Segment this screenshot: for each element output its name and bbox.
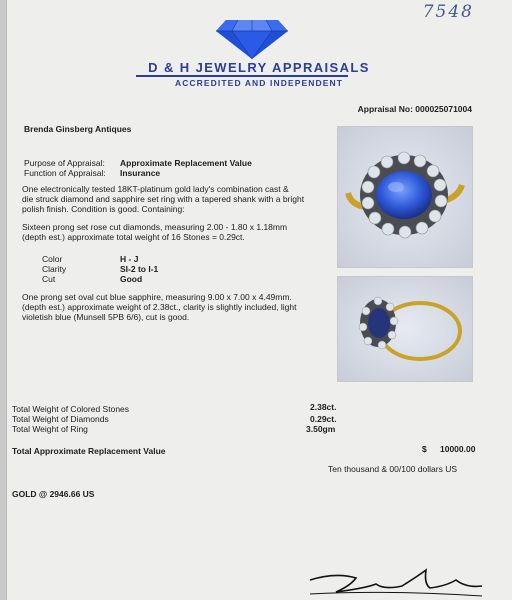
gold-price: GOLD @ 2946.66 US bbox=[12, 489, 95, 499]
total-label: Total Weight of Diamonds bbox=[12, 414, 109, 424]
total-value: 2.38ct. bbox=[310, 402, 337, 412]
purpose-value: Approximate Replacement Value bbox=[120, 158, 252, 168]
diamond-description-line: Sixteen prong set rose cut diamonds, measuring 2.00 - 1.80 x 1.18mm bbox=[22, 222, 288, 232]
total-label: Total Weight of Ring bbox=[12, 424, 88, 434]
company-tagline: ACCREDITED AND INDEPENDENT bbox=[174, 78, 344, 88]
ring-photo-top bbox=[337, 126, 473, 268]
description-line: polish finish. Condition is good. Containing: bbox=[22, 204, 185, 214]
total-value: 3.50gm bbox=[306, 424, 336, 434]
function-label: Function of Appraisal: bbox=[24, 168, 106, 178]
function-value: Insurance bbox=[120, 168, 161, 178]
grade-label: Cut bbox=[42, 274, 56, 284]
diamond-description-line: (depth est.) approximate total weight of 16 Stones = 0.29ct. bbox=[22, 232, 245, 242]
total-label: Total Weight of Colored Stones bbox=[12, 404, 130, 414]
total-value: 0.29ct. bbox=[310, 414, 337, 424]
grade-label: Color bbox=[42, 254, 63, 264]
signature bbox=[306, 566, 486, 600]
grade-value: H - J bbox=[120, 254, 139, 264]
grade-value: Good bbox=[120, 274, 143, 284]
description-line: One electronically tested 18KT-platinum gold lady's combination cast & bbox=[22, 184, 289, 194]
currency-symbol: $ bbox=[422, 444, 427, 454]
sapphire-description-line: violetish blue (Munsell 5PB 6/6), cut is good. bbox=[22, 312, 190, 322]
replacement-amount: 10000.00 bbox=[440, 444, 476, 454]
replacement-words: Ten thousand & 00/100 dollars US bbox=[328, 464, 458, 474]
company-name: D & H JEWELRY APPRAISALS bbox=[148, 60, 370, 75]
handwritten-number: 7548 bbox=[422, 2, 474, 22]
grade-value: SI-2 to I-1 bbox=[120, 264, 159, 274]
grade-label: Clarity bbox=[42, 264, 67, 274]
company-underline bbox=[136, 75, 348, 77]
sapphire-description-line: One prong set oval cut blue sapphire, measuring 9.00 x 7.00 x 4.49mm. bbox=[22, 292, 292, 302]
diamond-logo-icon bbox=[214, 18, 290, 60]
sapphire-description-line: (depth est.) approximate weight of 2.38ct., clarity is slightly included, light bbox=[22, 302, 297, 312]
appraisal-document bbox=[6, 0, 512, 600]
description-line: die struck diamond and sapphire set ring with a tapered shank with a bright bbox=[22, 194, 305, 204]
client-name: Brenda Ginsberg Antiques bbox=[24, 124, 132, 134]
appraisal-number: Appraisal No: 000025071004 bbox=[357, 104, 472, 114]
ring-photo-side bbox=[337, 276, 473, 382]
purpose-label: Purpose of Appraisal: bbox=[24, 158, 105, 168]
replacement-label: Total Approximate Replacement Value bbox=[12, 446, 166, 456]
